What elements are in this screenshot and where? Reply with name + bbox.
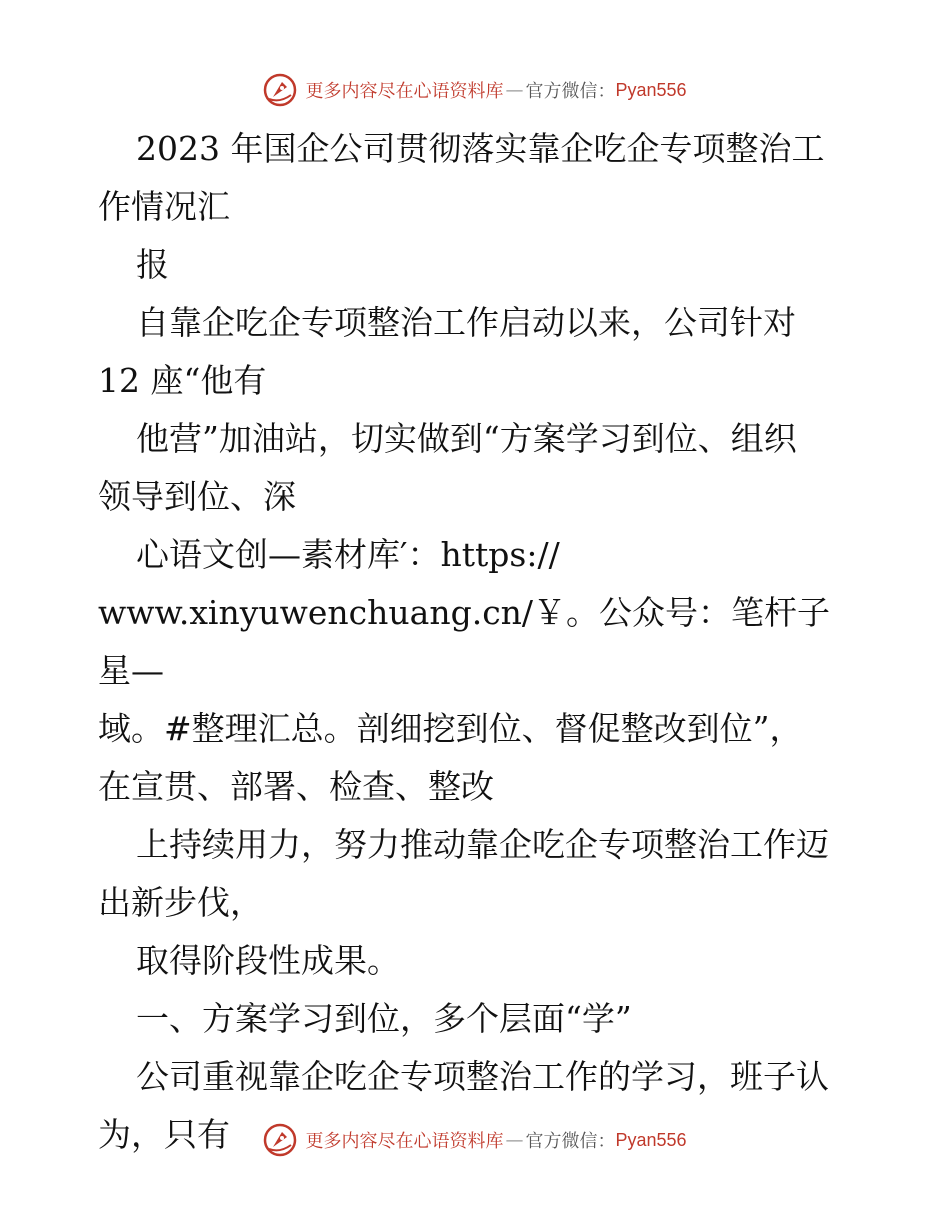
doc-line: 公司重视靠企吃企专项整治工作的学习，班子认 (136, 1057, 829, 1096)
doc-line: 域。#整理汇总。剖细挖到位、督促整改到位”， (98, 709, 803, 748)
pen-nib-logo-icon (263, 1123, 297, 1157)
watermark-wechat-label: 官方微信： (525, 1131, 616, 1152)
doc-line: 上持续用力，努力推动靠企吃企专项整治工作迈 (136, 825, 829, 864)
doc-line: 领导到位、深 (98, 477, 296, 516)
doc-line: 报 (136, 245, 169, 284)
section-heading: 一、方案学习到位，多个层面“学” (136, 999, 632, 1038)
document-body (98, 120, 858, 1164)
watermark-separator: — (505, 1129, 524, 1151)
watermark-text: 更多内容尽在心语资料库 (305, 81, 504, 102)
watermark-text: 更多内容尽在心语资料库 (305, 1131, 504, 1152)
watermark-banner-bottom (0, 1120, 950, 1160)
doc-line: www.xinyuwenchuang.cn/￥。公众号：笔杆子星— (98, 593, 831, 690)
doc-line: 在宣贯、部署、检查、整改 (98, 767, 494, 806)
watermark-wechat-label: 官方微信： (525, 81, 616, 102)
watermark-separator: — (505, 79, 524, 101)
doc-line: 12 座“他有 (98, 361, 267, 400)
doc-line: 自靠企吃企专项整治工作启动以来，公司针对 (136, 303, 796, 342)
doc-line: 作情况汇 (98, 187, 230, 226)
doc-line: 为，只有 (98, 1115, 230, 1154)
doc-line: 心语文创—素材库′：https:// (136, 535, 560, 574)
watermark-wechat-id: Pyan556 (615, 1129, 687, 1150)
doc-line: 出新步伐， (98, 883, 263, 922)
doc-line: 2023 年国企公司贯彻落实靠企吃企专项整治工 (136, 129, 825, 168)
doc-line: 他营”加油站，切实做到“方案学习到位、组织 (136, 419, 797, 458)
watermark-wechat-id: Pyan556 (615, 79, 687, 100)
doc-line: 取得阶段性成果。 (136, 941, 400, 980)
pen-nib-logo-icon (263, 73, 297, 107)
watermark-banner-top (0, 70, 950, 110)
